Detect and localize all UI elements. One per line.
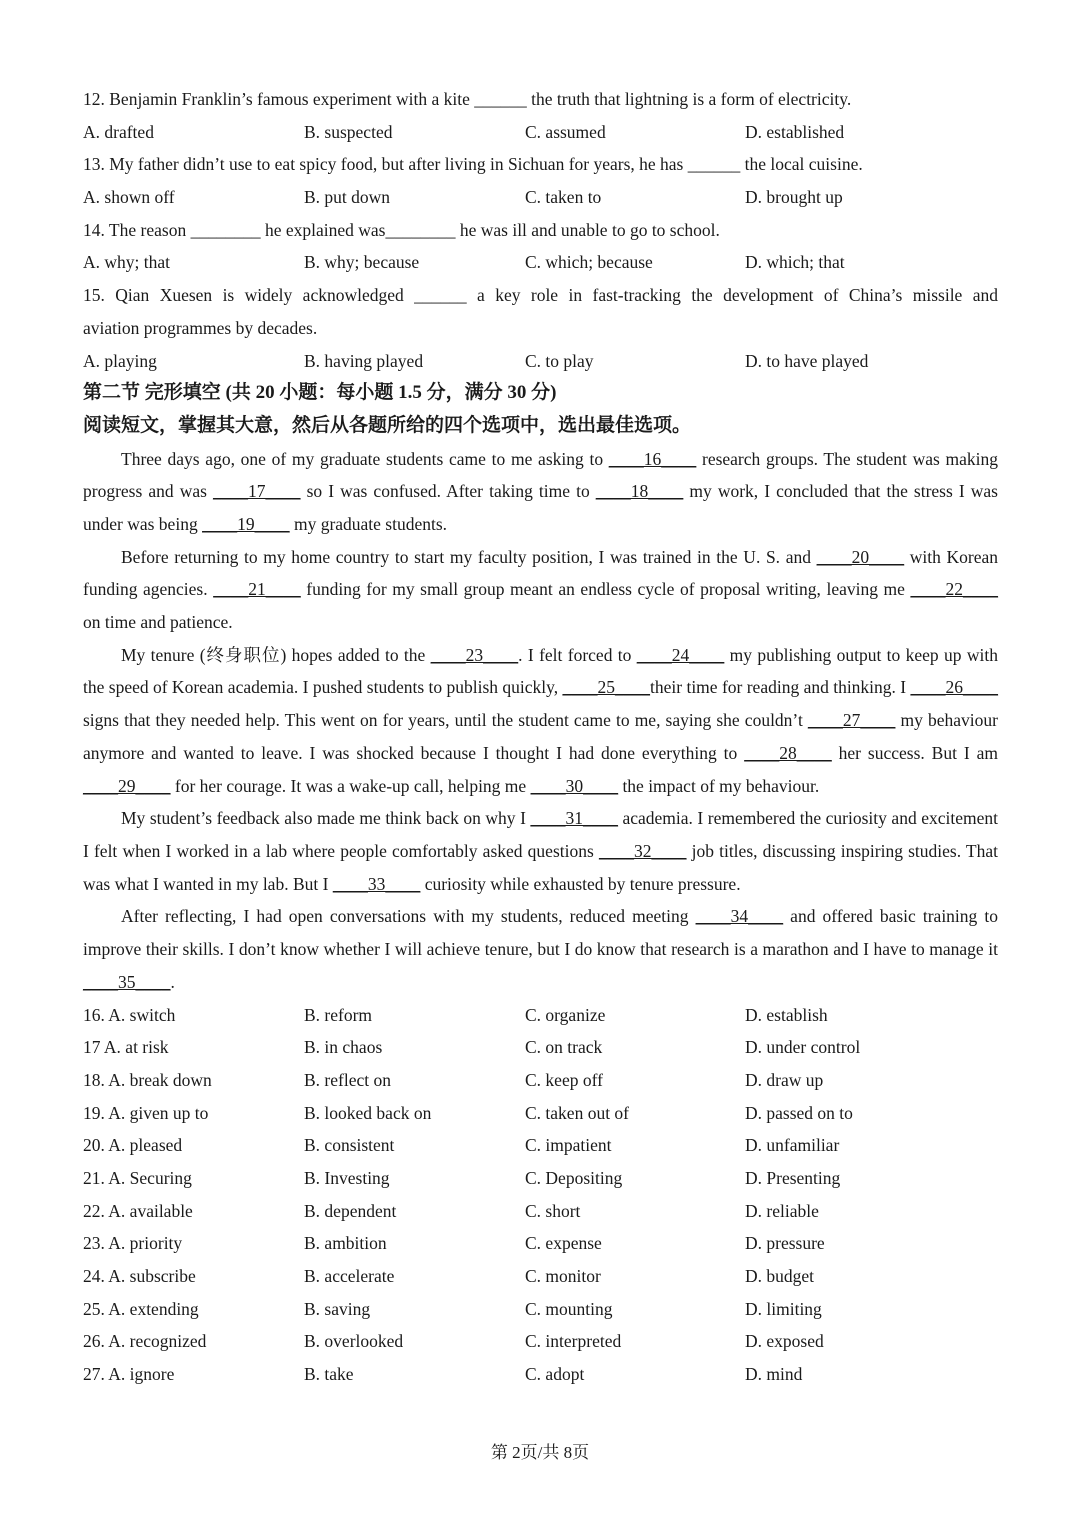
options-17: 17 A. at risk B. in chaos C. on track D. under control xyxy=(83,1037,861,1058)
option-c: C. to play xyxy=(525,350,594,371)
option-c: C. taken to xyxy=(525,187,602,208)
option-c: C. assumed xyxy=(525,121,606,142)
options-26: 26. A. recognized B. overlooked C. interpreted D. exposed xyxy=(83,1331,824,1352)
option-c: C. which; because xyxy=(525,252,653,273)
option-a: A. shown off xyxy=(83,187,175,208)
question-13: 13. My father didn’t use to eat spicy food, but after living in Sichuan for years, he has ______ the local cuisine. xyxy=(83,154,863,175)
options-19: 19. A. given up to B. looked back on C. taken out of D. passed on to xyxy=(83,1102,853,1123)
options-16: 16. A. switch B. reform C. organize D. establish xyxy=(83,1004,828,1025)
option-d: D. brought up xyxy=(745,187,843,208)
question-14: 14. The reason ________ he explained was________ he was ill and unable to go to school. xyxy=(83,219,720,240)
option-a: A. why; that xyxy=(83,252,171,273)
option-b: B. suspected xyxy=(304,121,393,142)
option-d: D. which; that xyxy=(745,252,845,273)
section-instruction: 阅读短文，掌握其大意，然后从各题所给的四个选项中，选出最佳选项。 xyxy=(83,414,692,436)
passage-paragraph-1: Three days ago, one of my graduate students came to me asking to ____16____ research groups. The student was making progress and was ____17____ so I was confused. After taking time to ____18____ my work, I concluded that the stress I was under was being ____19____ my graduate students. xyxy=(83,448,998,534)
options-23: 23. A. priority B. ambition C. expense D. pressure xyxy=(83,1233,825,1254)
options-25: 25. A. extending B. saving C. mounting D. limiting xyxy=(83,1298,822,1319)
answer-options xyxy=(83,999,998,1391)
options-24: 24. A. subscribe B. accelerate C. monitor D. budget xyxy=(83,1266,815,1287)
options-13 xyxy=(83,181,998,214)
question-12: 12. Benjamin Franklin’s famous experiment with a kite ______ the truth that lightning is a form of electricity. xyxy=(83,89,852,109)
passage-paragraph-3: My tenure (终身职位) hopes added to the ____23____. I felt forced to ____24____ my publishing output to keep up with the speed of Korean academia. I pushed students to publish quickly, ____25____their time for reading and thinking. I ____26____ signs that they needed help. This went on for years, until the student came to me, saying she couldn’t ____27____ my behaviour anymore and wanted to leave. I was shocked because I thought I had done everything to ____28____ her success. But I am ____29____ for her courage. It was a wake-up call, helping me ____30____ the impact of my behaviour. xyxy=(83,644,999,796)
option-b: B. having played xyxy=(304,350,424,371)
options-18: 18. A. break down B. reflect on C. keep off D. draw up xyxy=(83,1069,824,1090)
options-21: 21. A. Securing B. Investing C. Depositing D. Presenting xyxy=(83,1167,841,1188)
option-d: D. established xyxy=(745,121,845,142)
page-footer: 第 2页/共 8页 xyxy=(490,1443,590,1462)
option-b: B. put down xyxy=(304,187,391,208)
options-14 xyxy=(83,246,998,279)
question-15: 15. Qian Xuesen is widely acknowledged ______ a key role in fast-tracking the development of China’s missile and xyxy=(83,285,998,306)
options-20: 20. A. pleased B. consistent C. impatient D. unfamiliar xyxy=(83,1135,840,1156)
options-22: 22. A. available B. dependent C. short D. reliable xyxy=(83,1200,819,1221)
options-27: 27. A. ignore B. take C. adopt D. mind xyxy=(83,1364,803,1385)
passage-paragraph-5: After reflecting, I had open conversations with my students, reduced meeting ____34____ and offered basic training to improve their skills. I don’t know whether I will achieve tenure, but I do know that research is a marathon and I have to manage it ____35____. xyxy=(83,906,998,992)
option-d: D. to have played xyxy=(745,350,869,371)
question-15-cont: aviation programmes by decades. xyxy=(83,317,318,338)
options-12 xyxy=(83,116,998,149)
exam-page xyxy=(83,83,998,1391)
passage-paragraph-2: Before returning to my home country to start my faculty position, I was trained in the U. S. and ____20____ with Korean funding agencies. ____21____ funding for my small group meant an endless cycle of proposal writing, leaving me ____22____ on time and patience. xyxy=(83,546,998,633)
option-b: B. why; because xyxy=(304,252,420,273)
passage-paragraph-4: My student’s feedback also made me think back on why I ____31____ academia. I remembered the curiosity and excitement I felt when I worked in a lab where people comfortably asked questions ____32____ job titles, discussing inspiring studies. That was what I wanted in my lab. But I ____33____ curiosity while exhausted by tenure pressure. xyxy=(83,808,998,894)
options-15 xyxy=(83,345,998,378)
option-a: A. playing xyxy=(83,350,157,371)
section-title: 第二节 完形填空 (共 20 小题：每小题 1.5 分，满分 30 分) xyxy=(83,382,557,404)
option-a: A. drafted xyxy=(83,121,154,142)
